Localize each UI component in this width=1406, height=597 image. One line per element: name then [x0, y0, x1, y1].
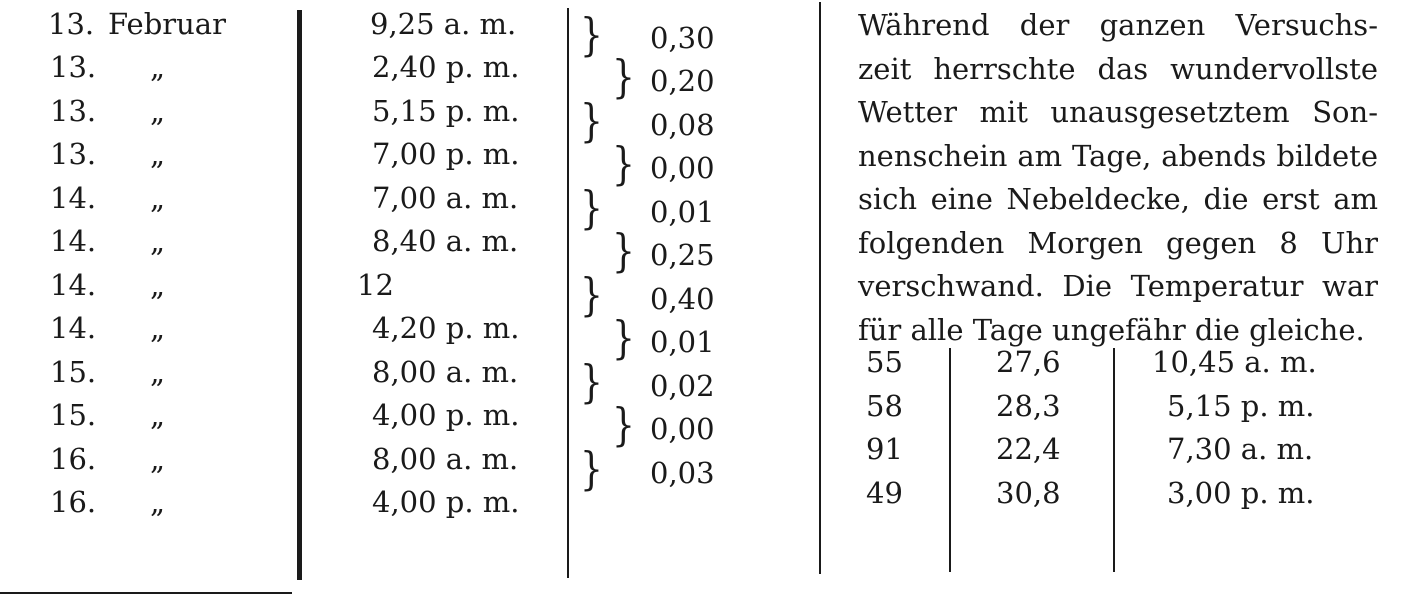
time-value: 2,40 p. m.: [372, 50, 520, 84]
difference-value: 0,01: [650, 195, 715, 229]
difference-value: 0,40: [650, 282, 715, 316]
time-value: 4,20 p. m.: [372, 311, 520, 345]
lower-table-cell: 22,4: [996, 432, 1061, 466]
ditto-mark: „: [150, 268, 166, 302]
weather-paragraph: [858, 4, 1378, 352]
brace-mark: }: [612, 399, 635, 451]
ditto-mark: „: [150, 355, 166, 389]
time-value: 12: [357, 268, 394, 302]
date-day: 14.: [50, 181, 97, 215]
ditto-mark: „: [150, 485, 166, 519]
date-day: 16.: [50, 442, 97, 476]
brace-mark: }: [612, 312, 635, 364]
date-day: 16.: [50, 485, 97, 519]
column-rule-thick: [297, 10, 302, 580]
lower-table-cell: 30,8: [996, 476, 1061, 510]
lower-table-cell: 58: [866, 389, 903, 423]
time-value: 4,00 p. m.: [372, 398, 520, 432]
brace-mark: }: [580, 182, 603, 234]
paragraph-line: Während der ganzen Versuchs-: [858, 8, 1378, 42]
date-day: 13.: [48, 7, 95, 41]
date-day: 14.: [50, 268, 97, 302]
difference-value: 0,20: [650, 64, 715, 98]
date-day: 14.: [50, 224, 97, 258]
brace-mark: }: [580, 95, 603, 147]
time-value: 4,00 p. m.: [372, 485, 520, 519]
ditto-mark: „: [150, 224, 166, 258]
brace-mark: }: [580, 9, 603, 61]
brace-mark: }: [580, 269, 603, 321]
lower-table-cell: 91: [866, 432, 903, 466]
date-day: 13.: [50, 137, 97, 171]
ditto-mark: „: [150, 94, 166, 128]
paragraph-line: für alle Tage ungefähr die gleiche.: [858, 312, 1365, 347]
lower-table-cell: 5,15 p. m.: [1167, 389, 1315, 423]
difference-value: 0,08: [650, 108, 715, 142]
difference-value: 0,01: [650, 325, 715, 359]
difference-value: 0,00: [650, 151, 715, 185]
time-value: 7,00 p. m.: [372, 137, 520, 171]
difference-value: 0,03: [650, 456, 715, 490]
date-day: 13.: [50, 94, 97, 128]
difference-value: 0,25: [650, 238, 715, 272]
time-value: 8,40 a. m.: [372, 224, 519, 258]
paragraph-line: folgenden Morgen gegen 8 Uhr: [858, 225, 1378, 260]
lower-table-cell: 3,00 p. m.: [1167, 476, 1315, 510]
brace-mark: }: [612, 138, 635, 190]
time-value: 7,00 a. m.: [372, 181, 519, 215]
lower-table-cell: 10,45 a. m.: [1152, 345, 1317, 379]
lower-table-rule-2: [1113, 348, 1115, 572]
date-day: 14.: [50, 311, 97, 345]
ditto-mark: „: [150, 311, 166, 345]
lower-table-cell: 49: [866, 476, 903, 510]
paragraph-line: zeit herrschte das wundervollste: [858, 51, 1378, 86]
ditto-mark: „: [150, 398, 166, 432]
paragraph-line: nenschein am Tage, abends bildete: [858, 138, 1378, 173]
brace-mark: }: [580, 356, 603, 408]
date-day: 13.: [50, 50, 97, 84]
lower-table-rule-1: [949, 348, 951, 572]
paragraph-line: sich eine Nebeldecke, die erst am: [858, 182, 1378, 216]
brace-mark: }: [612, 225, 635, 277]
lower-table-cell: 28,3: [996, 389, 1061, 423]
ditto-mark: „: [150, 181, 166, 215]
time-value: 8,00 a. m.: [372, 442, 519, 476]
date-day: 15.: [50, 398, 97, 432]
time-value: 9,25 a. m.: [370, 7, 517, 41]
ditto-mark: „: [150, 442, 166, 476]
difference-value: 0,00: [650, 412, 715, 446]
lower-table-cell: 7,30 a. m.: [1167, 432, 1314, 466]
date-month: Februar: [108, 7, 226, 41]
lower-table-cell: 27,6: [996, 345, 1061, 379]
column-rule-right: [819, 2, 821, 574]
ditto-mark: „: [150, 50, 166, 84]
footnote-rule: [0, 592, 292, 594]
time-value: 8,00 a. m.: [372, 355, 519, 389]
column-rule-thin: [567, 8, 569, 578]
difference-value: 0,30: [650, 21, 715, 55]
difference-value: 0,02: [650, 369, 715, 403]
paragraph-line: Wetter mit unausgesetztem Son-: [858, 95, 1378, 129]
brace-mark: }: [612, 51, 635, 103]
lower-table-cell: 55: [866, 345, 903, 379]
ditto-mark: „: [150, 137, 166, 171]
paragraph-line: verschwand. Die Temperatur war: [858, 269, 1378, 303]
date-day: 15.: [50, 355, 97, 389]
time-value: 5,15 p. m.: [372, 94, 520, 128]
brace-mark: }: [580, 443, 603, 495]
